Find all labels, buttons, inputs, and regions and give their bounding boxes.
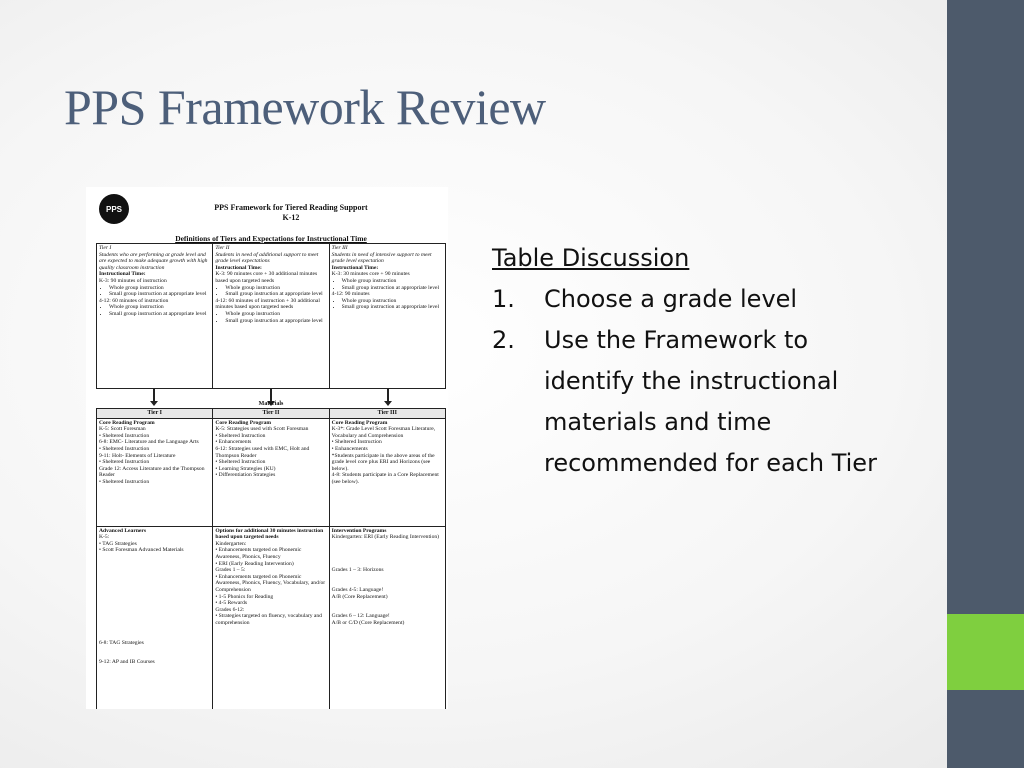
additional-lines xyxy=(332,534,443,626)
doc-line xyxy=(99,600,210,607)
tier-item: • Whole group instruction xyxy=(109,304,210,311)
doc-line: K-5: Strategies used with Scott Foresman xyxy=(215,426,309,433)
tier-item: • Whole group instruction xyxy=(342,298,443,305)
document-subtitle: K-12 xyxy=(282,213,300,222)
materials-cell xyxy=(329,418,445,526)
doc-line: Grades 6-12: xyxy=(215,606,245,613)
tier-k3: K-3: 30 minutes core + 90 minutes xyxy=(331,271,410,278)
materials-cell xyxy=(213,418,329,526)
doc-line xyxy=(332,554,443,561)
materials-lines xyxy=(215,426,326,479)
doc-line xyxy=(99,561,210,568)
doc-line: 4-8: Students participate in a Core Replacement (see below). xyxy=(331,472,439,485)
tier-412: 4-12: 60 minutes of instruction xyxy=(99,297,169,304)
doc-line: • Enhancements xyxy=(331,445,368,452)
item-number: 1. xyxy=(492,285,515,313)
doc-line: Kindergarten: ERI (Early Reading Intervention) xyxy=(331,534,440,541)
doc-line xyxy=(99,587,210,594)
materials-cell xyxy=(97,418,213,526)
doc-line: 6-12: Strategies used with EMC, Holt and Thompson Reader xyxy=(215,445,310,459)
doc-line xyxy=(332,547,443,554)
tier-cell xyxy=(213,244,329,389)
additional-cell xyxy=(97,526,213,709)
tier-desc: Students in need of intensive support to meet grade level expectation xyxy=(331,251,432,265)
sidebar-band xyxy=(947,0,1024,768)
tier-arrows xyxy=(96,388,446,410)
framework-document-image xyxy=(86,187,448,709)
item-text: Choose a grade level xyxy=(544,285,798,313)
discussion-panel xyxy=(492,238,922,484)
doc-line: *Students participate in the above areas of the grade level core plus ERI and Horizons (see below). xyxy=(331,452,435,472)
materials-header: Tier III xyxy=(329,409,445,419)
tier-time-label: Instructional Time: xyxy=(331,264,379,271)
additional-cell xyxy=(329,526,445,709)
doc-line xyxy=(332,607,443,614)
doc-line: Kindergarten: xyxy=(215,540,247,547)
document-title xyxy=(146,203,436,223)
doc-line: • Learning Strategies (KU) xyxy=(215,465,276,472)
tier-item: • Whole group instruction xyxy=(225,311,326,318)
doc-line: • Sheltered Instruction xyxy=(215,459,266,466)
doc-line xyxy=(99,580,210,587)
doc-line: Grades 4-5: Language! xyxy=(331,586,384,593)
doc-line: • Sheltered Instruction xyxy=(99,445,150,452)
doc-line: K-5: xyxy=(99,534,110,541)
tier-412: 4-12: 60 minutes of instruction + 30 additional minutes based upon targeted needs xyxy=(215,297,320,311)
item-number: 2. xyxy=(492,326,515,354)
discussion-list xyxy=(492,279,922,484)
materials-label: Materials xyxy=(258,401,284,407)
doc-line: • Scott Foresman Advanced Materials xyxy=(99,547,184,554)
doc-line xyxy=(99,646,210,653)
doc-line: 9-12: AP and IB Courses xyxy=(99,659,155,666)
tier-cell xyxy=(329,244,445,389)
doc-line xyxy=(332,541,443,548)
doc-line xyxy=(99,607,210,614)
tier-name: Tier III xyxy=(331,245,348,251)
additional-lines xyxy=(215,541,326,627)
down-arrow-icon xyxy=(270,388,272,402)
doc-line: • Sheltered Instruction xyxy=(215,432,266,439)
doc-line: • Sheltered Instruction xyxy=(331,439,382,446)
discussion-item xyxy=(492,320,922,484)
doc-line: Grades 6 – 12: Language! xyxy=(331,613,390,620)
doc-line: • Sheltered Instruction xyxy=(99,432,150,439)
materials-lines xyxy=(332,426,443,485)
doc-line xyxy=(99,613,210,620)
down-arrow-icon xyxy=(387,388,389,402)
tier-item: • Small group instruction at appropriate level xyxy=(225,318,326,325)
doc-line: • Sheltered Instruction xyxy=(99,478,150,485)
doc-line: • Enhancements xyxy=(215,439,252,446)
doc-line: Grade 12: Access Literature and the Thompson Reader xyxy=(99,465,205,479)
document-title-line: PPS Framework for Tiered Reading Support xyxy=(214,203,368,212)
additional-header: Options for additional 30 minutes instruction based upon targeted needs xyxy=(215,527,324,541)
doc-line: • Enhancements targeted on Phonemic Awareness, Phonics, Fluency, Vocabulary, and/or Comprehension xyxy=(215,573,326,593)
doc-line: • 1-5 Phonics for Reading xyxy=(215,593,274,600)
doc-line xyxy=(332,580,443,587)
doc-line: 6-8: EMC- Literature and the Language Arts xyxy=(99,439,199,446)
doc-line xyxy=(332,600,443,607)
doc-line: Grades 1 – 5: xyxy=(215,567,246,574)
discussion-item xyxy=(492,279,922,320)
tier-k3: K-3: 90 minutes of instruction xyxy=(99,277,167,284)
tier-time-label: Instructional Time: xyxy=(99,271,146,278)
tier-cell xyxy=(97,244,213,389)
doc-line xyxy=(99,574,210,581)
doc-line: A/B (Core Replacement) xyxy=(331,593,388,600)
doc-line xyxy=(99,653,210,660)
tiers-table xyxy=(96,243,446,389)
additional-header: Intervention Programs xyxy=(331,527,387,534)
doc-line: • Sheltered Instruction xyxy=(99,459,150,466)
doc-line: • TAG Strategies xyxy=(99,540,137,547)
tier-desc: Students in need of additional support to meet grade level expectations xyxy=(215,251,319,265)
additional-lines xyxy=(99,534,210,666)
tier-item: • Small group instruction at appropriate level xyxy=(225,291,326,298)
doc-line: • Strategies targeted on fluency, vocabulary and comprehension xyxy=(215,613,322,626)
doc-line: • 4-5 Rewards xyxy=(215,600,248,607)
slide-title: PPS Framework Review xyxy=(64,79,546,135)
doc-line: A/B or C/D (Core Replacement) xyxy=(331,619,405,626)
materials-header: Tier II xyxy=(213,409,329,419)
tier-time-label: Instructional Time: xyxy=(215,264,262,271)
tier-k3: K-3: 90 minutes core + 30 additional minutes based upon targeted needs xyxy=(215,271,318,284)
tier-412: 4-12: 90 minutes xyxy=(331,291,370,298)
tier-item: • Small group instruction at appropriate level xyxy=(109,291,210,298)
additional-header: Advanced Learners xyxy=(99,527,147,534)
doc-line xyxy=(332,561,443,568)
additional-cell xyxy=(213,526,329,709)
doc-line: K-5: Scott Foresman xyxy=(99,426,146,433)
pps-logo: PPS xyxy=(99,194,129,224)
doc-line: • Enhancements targeted on Phonemic Awareness, Phonics, Fluency xyxy=(215,547,302,560)
tier-item: • Small group instruction at appropriate level xyxy=(342,304,443,311)
tier-item: • Whole group instruction xyxy=(109,285,210,292)
doc-line xyxy=(99,627,210,634)
doc-line xyxy=(99,567,210,574)
core-label: Core Reading Program xyxy=(99,419,155,426)
item-text: Use the Framework to identify the instructional materials and time recommended for each Tier xyxy=(544,326,877,477)
tier-desc: Students who are performing at grade level and are expected to make adequate growth with high quality classroom instruction xyxy=(99,251,208,271)
tier-item: • Whole group instruction xyxy=(225,285,326,292)
doc-line xyxy=(332,574,443,581)
doc-line: K-3*: Grade Level Scott Foresman Literature, Vocabulary and Comprehension xyxy=(331,426,436,439)
doc-line: • Differentiation Strategies xyxy=(215,472,276,479)
doc-line: 6-8: TAG Strategies xyxy=(99,639,144,646)
tier-name: Tier I xyxy=(99,245,112,251)
doc-line: • ERI (Early Reading Intervention) xyxy=(215,560,294,567)
down-arrow-icon xyxy=(153,388,155,402)
core-label: Core Reading Program xyxy=(215,419,272,426)
sidebar-accent xyxy=(947,614,1024,690)
tier-name: Tier II xyxy=(215,245,230,251)
materials-table xyxy=(96,408,446,709)
discussion-heading: Table Discussion xyxy=(492,244,690,272)
doc-line: 9-11: Holt- Elements of Literature xyxy=(99,452,176,459)
materials-header: Tier I xyxy=(97,409,213,419)
tier-item: • Small group instruction at appropriate level xyxy=(342,285,443,292)
core-label: Core Reading Program xyxy=(331,419,388,426)
document-heading: Definitions of Tiers and Expectations for Instructional Time xyxy=(175,234,367,243)
doc-line: Grades 1 – 3: Horizons xyxy=(331,567,384,574)
tier-item: • Small group instruction at appropriate level xyxy=(109,311,210,318)
tier-item: • Whole group instruction xyxy=(342,278,443,285)
materials-lines xyxy=(99,426,210,485)
doc-line xyxy=(99,554,210,561)
doc-line xyxy=(99,620,210,627)
doc-line xyxy=(99,633,210,640)
doc-line xyxy=(99,594,210,601)
